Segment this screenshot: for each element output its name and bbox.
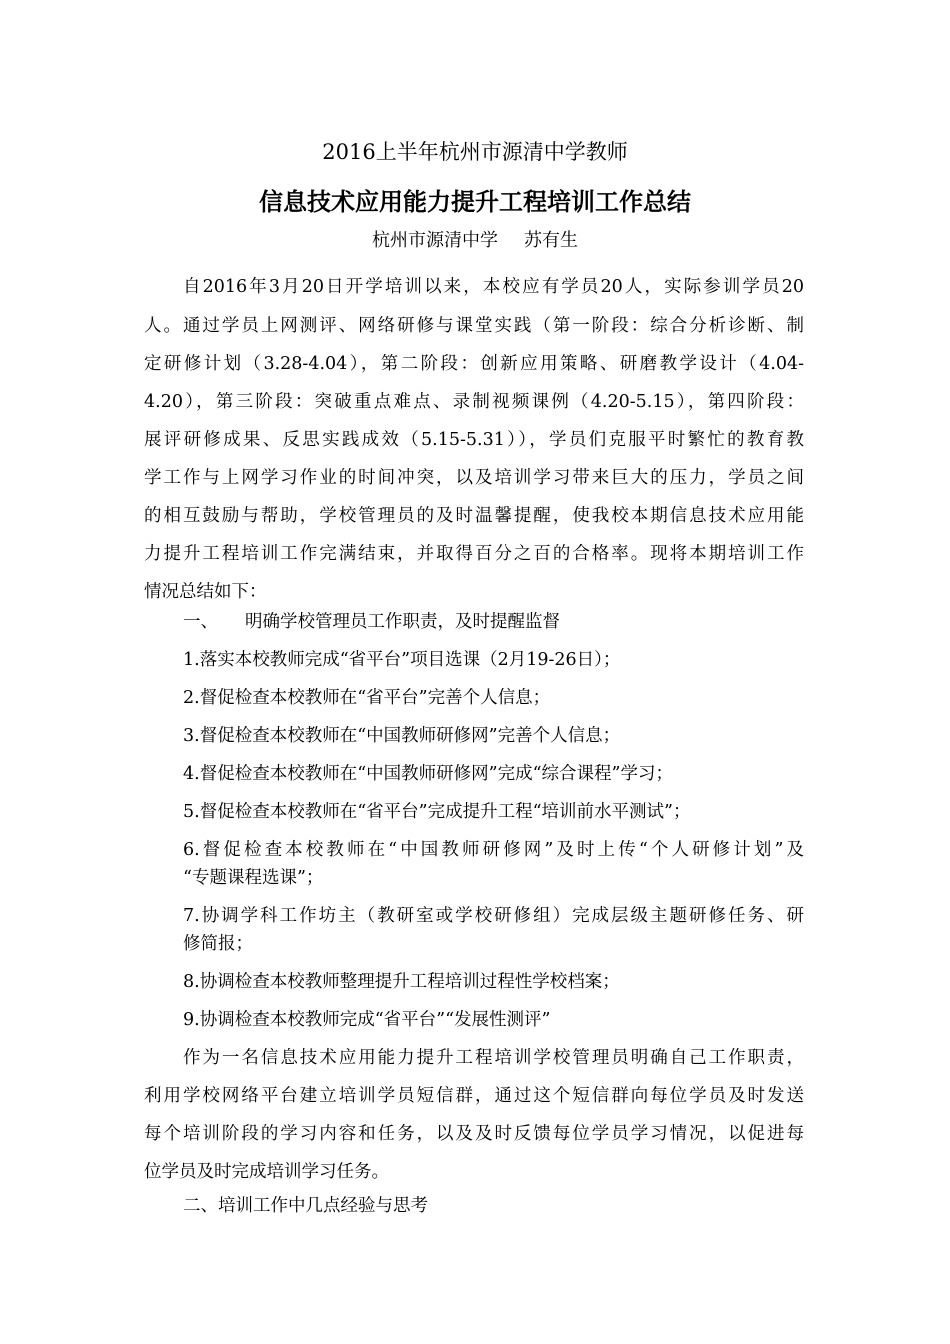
title-line-2: 信息技术应用能力提升工程培训工作总结	[259, 188, 691, 216]
list-item: 6.督促检查本校教师在“中国教师研修网”及时上传“个人研修计划”及	[183, 840, 804, 860]
summary-line: 利用学校网络平台建立培训学员短信群，通过这个短信群向每位学员及时发送	[144, 1086, 804, 1106]
summary-line: 位学员及时完成培训学习任务。	[144, 1162, 389, 1182]
list-item-continuation: 修简报；	[183, 934, 253, 954]
author-line	[0, 228, 950, 254]
list-item: 7.协调学科工作坊主（教研室或学校研修组）完成层级主题研修任务、研	[183, 906, 804, 926]
section-1-number: 一、	[183, 612, 218, 632]
list-item: 4.督促检查本校教师在“中国教师研修网”完成“综合课程”学习；	[183, 764, 673, 784]
summary-line: 作为一名信息技术应用能力提升工程培训学校管理员明确自己工作职责，	[183, 1048, 804, 1068]
author-school: 杭州市源清中学	[372, 230, 498, 251]
intro-line: 情况总结如下：	[144, 582, 267, 602]
list-item-continuation: “专题课程选课”；	[183, 868, 324, 888]
summary-line: 每个培训阶段的学习内容和任务，以及及时反馈每位学员学习情况，以促进每	[144, 1124, 804, 1144]
list-item: 8.协调检查本校教师整理提升工程培训过程性学校档案；	[183, 972, 620, 992]
list-item: 5.督促检查本校教师在“省平台”完成提升工程“培训前水平测试”；	[183, 802, 691, 822]
section-1-title: 明确学校管理员工作职责，及时提醒监督	[245, 612, 560, 632]
intro-line: 定研修计划（3.28-4.04），第二阶段：创新应用策略、研磨教学设计（4.04-	[144, 354, 804, 374]
list-item: 1.落实本校教师完成“省平台”项目选课（2月19-26日）；	[183, 650, 621, 670]
intro-line: 的相互鼓励与帮助，学校管理员的及时温馨提醒，使我校本期信息技术应用能	[144, 506, 804, 526]
intro-line: 4.20），第三阶段：突破重点难点、录制视频课例（4.20-5.15），第四阶段：	[144, 392, 804, 412]
author-name: 苏有生	[524, 230, 578, 251]
section-2-heading: 二、培训工作中几点经验与思考	[183, 1196, 428, 1216]
intro-line: 人。通过学员上网测评、网络研修与课堂实践（第一阶段：综合分析诊断、制	[144, 316, 804, 336]
intro-line: 展评研修成果、反思实践成效（5.15-5.31）），学员们克服平时繁忙的教育教	[144, 430, 804, 450]
intro-line: 力提升工程培训工作完满结束，并取得百分之百的合格率。现将本期培训工作	[144, 544, 804, 564]
title-line-1: 2016上半年杭州市源清中学教师	[322, 140, 628, 164]
list-item: 3.督促检查本校教师在“中国教师研修网”完善个人信息；	[183, 726, 621, 746]
section-1-heading	[183, 610, 804, 634]
intro-line: 学工作与上网学习作业的时间冲突，以及培训学习带来巨大的压力，学员之间	[144, 468, 804, 488]
intro-line: 自2016年3月20日开学培训以来，本校应有学员20人，实际参训学员20	[183, 277, 804, 297]
list-item: 9.协调检查本校教师完成“省平台”“发展性测评”	[183, 1010, 551, 1030]
list-item: 2.督促检查本校教师在“省平台”完善个人信息；	[183, 688, 551, 708]
